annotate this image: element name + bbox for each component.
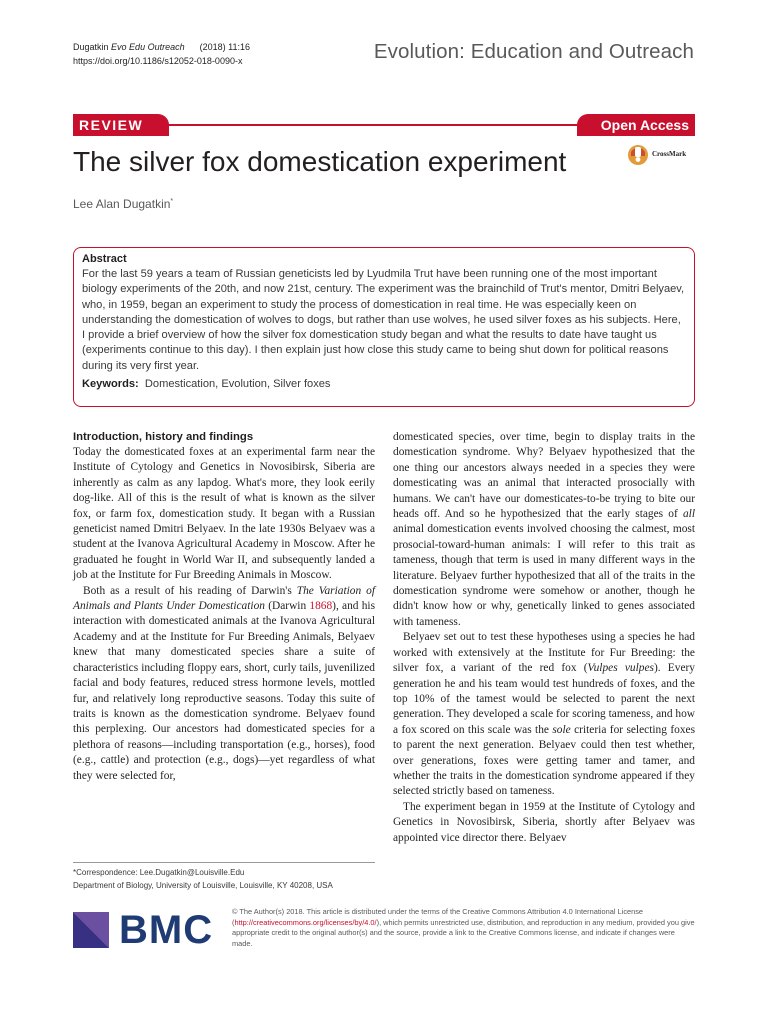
citation-year-volume: (2018) 11:16	[199, 42, 250, 52]
body-column-left	[73, 430, 375, 784]
text-run: ), and his interaction with domesticated animals at the Ivanova Agricultural Academy and at the Institute for Fur Breeding Animals, Belyaev knew that many domesticated species share a suite of characteristics including floppy ears, short, curly tails, juvenilized facial and body features, reduced stress hormone levels, mottled fur, and relatively long reproductive seasons. Today this suite of traits is known as the domestication syndrome. Belyaev found this perplexing. Our ancestors had domesticated species for a plethora of reasons—including transportation (e.g., horses), food (e.g., cattle) and protection (e.g., dogs)—yet regardless of what they were selected for,	[73, 600, 376, 782]
citation-journal: Evo Edu Outreach	[111, 42, 185, 52]
bmc-wordmark: BMC	[119, 908, 214, 952]
abstract-text: For the last 59 years a team of Russian geneticists led by Lyudmila Trut have been running one of the most important biology experiments of the 20th, and now 21st, century. The experiment was the brainchild of Trut's mentor, Dmitri Belyaev, who, in 1959, began an experiment to study the process of domestication in real time. He was especially keen on understanding the domestication of wolves to dogs, but rather than use wolves, he used silver foxes as his subjects. Here, I provide a brief overview of how the silver fox domestication study began and what the results to date have taught us (experiments continue to this day). I then explain just how close this study came to being shut down for political reasons during its very first year.	[82, 268, 685, 372]
keywords-list: Domestication, Evolution, Silver foxes	[144, 378, 331, 391]
footnote-rule	[73, 862, 375, 863]
affiliation: Department of Biology, University of Louisville, Louisville, KY 40208, USA	[73, 881, 333, 890]
journal-name: Evolution: Education and Outreach	[373, 40, 694, 63]
footnote	[73, 866, 333, 892]
text-run: domesticated species, over time, begin to display traits in the domestication syndrome. Why? Belyaev hypothesized that the one thing our ancestors always needed in a species they were domesticating was an animal that interacted prosocially with humans. We can't have our domesticates-to-be trying to bite our heads off. And so he hypothesized that the early stages of	[393, 431, 695, 521]
text-run: © The Author(s) 2018. This article is distributed under the terms of the Creative Commons Attribution 4.0 International License (	[232, 907, 644, 927]
article-title: The silver fox domestication experiment	[73, 146, 567, 177]
body-column-right	[393, 430, 695, 846]
body-paragraph: Today the domesticated foxes at an experimental farm near the Institute of Cytology and Genetics in Novosibirsk, Siberia are inherently as calm as any lapdog. What's more, they look eerily dog-like. All of this is the result of what is known as the silver fox, or farm fox, domestication study. It began with a Russian geneticist named Dmitri Belyaev. In the late 1930s Belyaev was a student at the Ivanova Agricultural Academy in Moscow. After he graduated he fought in World War II, and subsequently landed a job at the Institute for Fur Breeding Animals in Moscow.	[73, 446, 375, 582]
text-run: (Darwin	[264, 600, 310, 613]
species-name: Vulpes vulpes	[587, 662, 654, 675]
keywords-label: Keywords:	[82, 378, 139, 391]
citation-block	[73, 40, 250, 68]
abstract-heading: Abstract	[82, 253, 127, 265]
license-link[interactable]: http://creativecommons.org/licenses/by/4.0/	[234, 917, 377, 927]
open-access-badge: Open Access	[577, 114, 695, 136]
emphasis: all	[682, 508, 695, 521]
reference-link[interactable]: 1868	[309, 600, 333, 613]
abstract-box	[73, 247, 695, 407]
section-heading: Introduction, history and findings	[73, 431, 254, 443]
body-paragraph	[73, 584, 375, 784]
license-text	[232, 907, 696, 949]
text-run: criteria for selecting foxes to parent the next generation. Belyaev could then test whether, over generations, foxes were getting tamer and tamer, and whether the traits in the domestication syndrome appeared if they selected strictly based on tameness.	[393, 723, 695, 798]
article-type-badge: REVIEW	[73, 114, 169, 136]
crossmark-label: CrossMark	[652, 150, 687, 158]
keywords	[82, 377, 686, 392]
text-run: ). Every generation he and his team would test hundreds of foxes, and the top 10% of the tamest would be selected to parent the next generation. They developed a scale for scoring tameness, and how a fox scored on this scale was the	[393, 662, 695, 736]
citation-author: Dugatkin	[73, 42, 109, 52]
doi-link[interactable]: https://doi.org/10.1186/s12052-018-0090-x	[73, 56, 243, 66]
book-title: The Variation of Animals and Plants Under Domestication	[73, 584, 376, 613]
body-paragraph: The experiment began in 1959 at the Institute of Cytology and Genetics in Novosibirsk, Siberia, shortly after Belyaev was appointed vice director there. Belyaev	[393, 800, 695, 844]
correspondence: *Correspondence: Lee.Dugatkin@Louisville.Edu	[73, 868, 245, 877]
emphasis: sole	[552, 723, 571, 736]
body-paragraph	[393, 430, 695, 630]
text-run: Both as a result of his reading of Darwin's	[83, 584, 297, 597]
text-run: ), which permits unrestricted use, distribution, and reproduction in any medium, provided you give appropriate credit to the original author(s) and the source, provide a link to the Creative Commons license, and indicate if changes were made.	[232, 917, 695, 948]
text-run: animal domestication events involved choosing the calmest, most prosocial-toward-human animals: I will refer to this trait as tameness, though that term is used in many different ways in the literature. Belyaev further hypothesized that all of the traits in the domestication syndrome were somehow or another, though he didn't know how or why, genetically linked to genes associated with tameness.	[393, 523, 695, 628]
crossmark-button[interactable]	[627, 143, 695, 167]
text-run: Belyaev set out to test these hypotheses using a species he had worked with extensively at the Institute for Fur Breeding: the silver fox, a variant of the red fox (	[393, 631, 695, 675]
author-line	[73, 197, 173, 211]
author-name: Lee Alan Dugatkin	[73, 197, 171, 211]
crossmark-icon	[627, 143, 649, 167]
author-marker[interactable]: *	[170, 198, 174, 205]
body-paragraph	[393, 630, 695, 799]
publisher-logo	[73, 908, 223, 952]
